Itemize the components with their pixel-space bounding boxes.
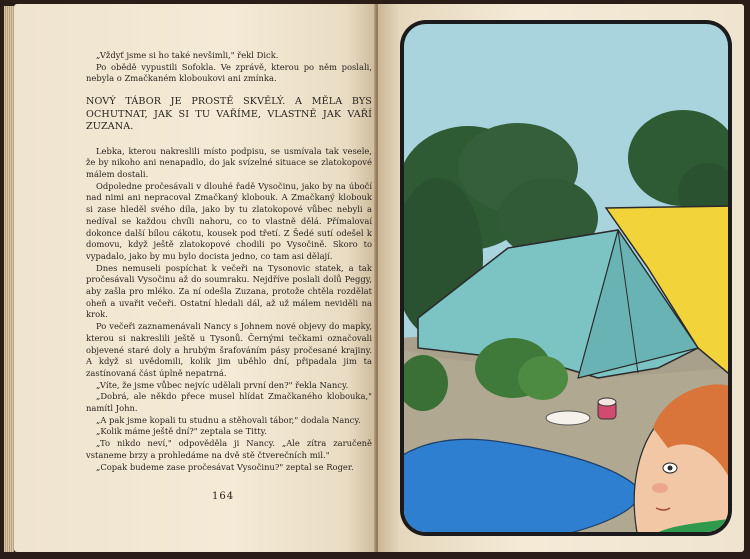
- paragraph: Po obědě vypustili Sofokla. Ve zprávě, kterou po něm poslali, nebyla o Zmačkaném kloboukovi ani zmínka.: [86, 61, 372, 84]
- paragraph: „Copak budeme zase pročesávat Vysočinu?" zeptal se Roger.: [96, 461, 354, 472]
- paragraph: „Kolik máme ještě dní?" zeptala se Titty.: [96, 426, 267, 437]
- paragraph: „To nikdo neví," odpověděla ji Nancy. „Ale zítra zaručeně vstaneme brzy a prohledáme na dvě stě čtverečních mil.": [86, 438, 372, 460]
- paragraph: Odpoledne pročesávali v dlouhé řadě Vysočinu, jako by na úbočí nad nimi ani nepracoval Zmačkaný klobouk. A Zmačkaný klobouk si zase hleděl svého díla, jako by tu zlatokopové vůbec nebyli a nedíval se každou chvíli nahoru, co to vlastně dělá. Přímalovaí dokonce další bílou cákotu, kousek pod třetí. Z Šedé sutí odešel k domovu, když ještě zlatokopové chodili po Vysočině. Skoro to vypadalo, jako by mu bylo docista jedno, co tam asi dělají.: [86, 180, 372, 261]
- camp-illustration: [398, 18, 734, 538]
- page-edges: [4, 6, 14, 552]
- letter-heading: NOVÝ TÁBOR JE PROSTĚ SKVĚLÝ. A MĚLA BYS OCHUTNAT, JAK SI TU VAŘÍME, VLASTNĚ JAK VAŘÍ ZUZANA.: [86, 96, 372, 133]
- page-number: 164: [212, 491, 235, 502]
- paragraph: Po večeři zaznamenávali Nancy s Johnem nové objevy do mapky, kterou si nakreslili ještě u Tysonů. Černými tečkami označovali objevené staré doly a hrubým šrafováním pásy pročesané krajiny. A když si uvědomili, kolik jim uběhlo dní, připadala jim ta zastínovaná část úplně nepatrná.: [86, 321, 372, 378]
- page-text: [86, 50, 372, 473]
- plate: [546, 411, 590, 425]
- paragraph: „Dobrá, ale někdo přece musel hlídat Zmačkaného klobouka," namítl John.: [86, 391, 372, 414]
- paragraph: „Víte, že jsme vůbec nejvíc udělali první den?" řekla Nancy.: [96, 379, 349, 390]
- paragraph: Lebka, kterou nakreslili místo podpisu, se usmívala tak vesele, že by nikoho ani nenapadlo, do jak svízelné situace se zlatokopové málem dostali.: [86, 145, 372, 180]
- mug: [598, 398, 616, 419]
- paragraph: „A pak jsme kopali tu studnu a stěhovali tábor," dodala Nancy.: [96, 414, 361, 425]
- right-page: [378, 4, 744, 552]
- paragraph: „Vždyť jsme si ho také nevšimli," řekl Dick.: [96, 50, 279, 60]
- left-page: [14, 4, 376, 552]
- illustration: [398, 18, 734, 538]
- paragraph: Dnes nemuseli pospíchat k večeři na Tysonovic statek, a tak pročesávali Vysočinu až do soumraku. Nejdříve poslali dolů Peggy, aby zašla pro mléko. Za ní odešla Zuzana, protože chtěla rozdělat oheň a uvařit večeři. Ostatní hledali dál, až už málem neviděli na krok.: [86, 262, 372, 320]
